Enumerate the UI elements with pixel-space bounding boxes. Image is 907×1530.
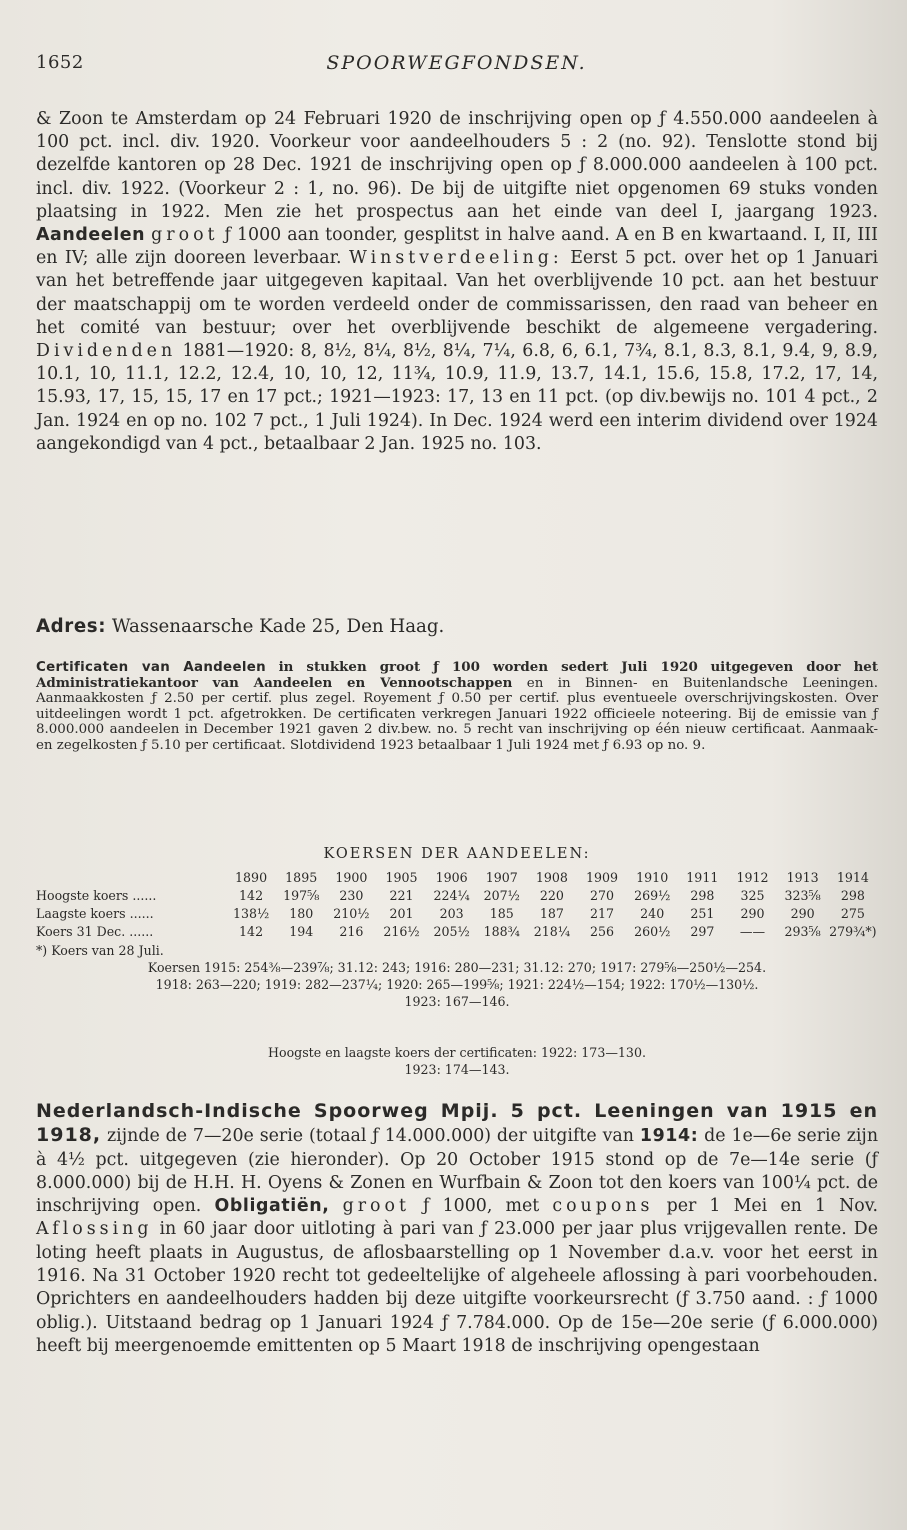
spaced-word-groot: groot [342,1196,410,1217]
paragraph-aandeelen [36,108,878,456]
year-header: 1910 [636,869,669,885]
section-label-obligatien: Obligatiën, [214,1196,330,1217]
table-cell: 323⅝ [784,887,821,903]
certificates-label: Certificaten van Aandeelen [36,660,266,675]
table-cell: 224¼ [433,887,470,903]
spaced-word-aflossing: Aflossing [36,1219,153,1240]
table-cell: 256 [590,923,615,939]
koersen-notes [36,942,878,1010]
text-segment: ƒ 1000 aan toonder, gesplitst in halve aand. A en B en kwartaand. I, II, III en IV; alle zijn dooreen leverbaar. [36,225,878,269]
table-cell: 220 [539,887,564,903]
table-cell: 297 [690,923,715,939]
year-header: 1912 [736,869,769,885]
table-cell: 185 [489,905,514,921]
table-cell: 180 [289,905,314,921]
certificate-prices [36,1044,878,1078]
table-cell: 142 [239,923,264,939]
table-cell: 203 [439,905,464,921]
table-row [36,922,878,940]
table-header-row [36,868,878,886]
table-corner-cell [36,868,226,886]
table-cell: 325 [740,887,765,903]
text-segment: 1881—1920: 8, 8½, 8¼, 8½, 8¼, 7¼, 6.8, 6, 6.1, 7¾, 8.1, 8.3, 8.1, 9.4, 9, 8.9, 10.1, 10, 11.1, 12.2, 12.4, 10, 10, 12, 11¾, 10.9, 11.9, 13.7, 14.1, 15.6, 15.8, 17.2, 17, 14, 15.93, 17, 15, 15, 17 en 17 pct.; 1921—1923: 17, 13 en 11 pct. (op div.bewijs no. 101 4 pct., 2 Jan. 1924 en op no. 102 7 pct., 1 Juli 1924). In Dec. 1924 werd een interim dividend over 1924 aangekondigd van 4 pct., betaalbaar 2 Jan. 1925 no. 103. [36,341,879,454]
spaced-word-coupons: coupons [552,1196,654,1217]
table-cell: 269½ [634,887,671,903]
table-cell: 221 [389,887,414,903]
row-label: Hoogste koers ...... [36,887,157,903]
table-row [36,904,878,922]
table-cell: 217 [590,905,615,921]
year-header: 1895 [285,869,318,885]
later-prices-line: 1918: 263—220; 1919: 282—237¼; 1920: 265—199⅝; 1921: 224½—154; 1922: 170½—130½. [155,977,759,992]
year-header: 1909 [586,869,619,885]
table-cell: 207½ [483,887,520,903]
table-cell: 201 [389,905,414,921]
later-prices-line: Koersen 1915: 254⅜—239⅞; 31.12: 243; 1916: 280—231; 31.12: 270; 1917: 279⅝—250½—254. [147,960,767,975]
table-cell: 270 [590,887,615,903]
section-label-aandeelen: Aandeelen [36,225,146,246]
address-label: Adres: [36,616,107,637]
text-segment: Eerst 5 pct. over het op 1 Januari van het betreffende jaar uitgegeven kapitaal. Van het overblijvende 10 pct. aan het bestuur der maatschappij om te worden verdeeld onder de commissarissen, den raad van beheer en het comité van bestuur; over het overblijvende beschikt de algemeene vergadering. [36,248,879,338]
table-cell: 290 [790,905,815,921]
certificates-paragraph [36,660,878,754]
table-cell: 260½ [634,923,671,939]
table-cell: 275 [840,905,865,921]
table-cell: 298 [840,887,865,903]
table-cell: 298 [690,887,715,903]
table-cell: 251 [690,905,715,921]
spaced-word-dividenden: Dividenden [36,341,177,362]
running-head: SPOORWEGFONDSEN. [326,52,587,74]
text-segment: en in Binnen- en Buitenlandsche Leeningen. Aanmaakkosten ƒ 2.50 per certif. plus zegel. Royement ƒ 0.50 per certif. plus eventueele overschrijvingskosten. Over uitdeelingen wordt 1 pct. afgetrokken. De certificaten verkregen Januari 1922 officieele noteering. Bij de emissie van ƒ 8.000.000 aandeelen in December 1921 gaven 2 div.bew. no. 5 recht van inschrijving op één nieuw certificaat. Aanmaak- en zegelkosten ƒ 5.10 per certificaat. Slotdividend 1923 betaalbaar 1 Juli 1924 met ƒ 6.93 op no. 9. [36,675,878,753]
koersen-table-title: KOERSEN DER AANDEELEN: [323,846,591,862]
table-cell: 205½ [433,923,470,939]
table-cell: 187 [539,905,564,921]
year-header: 1914 [836,869,869,885]
section-title-leeningen: Nederlandsch-Indische Spoorweg Mpij. 5 pct. Leeningen van 1915 en 1918, [36,1100,878,1147]
certificate-prices-line: 1923: 174—143. [404,1062,510,1077]
text-segment: uitgegeven door het Administratiekantoor van Aandeelen en Vennootschappen [36,659,879,691]
table-cell: 216 [339,923,364,939]
text-segment: in 60 jaar door uitloting à pari van ƒ 23.000 per jaar plus vrijgevallen rente. De loting heeft plaats in Augustus, de aflosbaarstelling op 1 November d.a.v. voor het eerst in 1916. Na 31 October 1920 recht tot gedeeltelijke of algeheele aflossing à pari voorbehouden. Oprichters en aandeelhouders hadden bij deze uitgifte voorkeursrecht (ƒ 3.750 aand. : ƒ 1000 oblig.). Uitstaand bedrag op 1 Januari 1924 ƒ 7.784.000. Op de 15e—20e serie (ƒ 6.000.000) heeft bij meergenoemde emittenten op 5 Maart 1918 de inschrijving opengestaan [36,1219,879,1356]
text-segment: per 1 Mei en 1 Nov. [666,1196,879,1217]
text-segment: zijnde de 7—20e serie (totaal ƒ 14.000.000) der uitgifte van [107,1126,634,1147]
year-header: 1906 [435,869,468,885]
koersen-table [36,868,878,940]
table-cell: 138½ [232,905,270,921]
spaced-word-winstverdeeling: Winstverdeeling: [349,248,563,269]
table-footnote: *) Koers van 28 Juli. [36,943,164,958]
address-value: Wassenaarsche Kade 25, Den Haag. [111,616,445,637]
page-header [36,52,877,82]
certificate-prices-line: Hoogste en laagste koers der certificaten: 1922: 173—130. [268,1045,646,1060]
table-cell: 142 [239,887,264,903]
text-segment: ƒ 1000, met [423,1196,540,1217]
later-prices-line: 1923: 167—146. [404,994,510,1009]
table-row [36,886,878,904]
table-cell: 218¼ [533,923,571,939]
year-header: 1890 [235,869,268,885]
text-segment: in stukken groot ƒ 100 worden sedert Juli 1920 [278,659,698,675]
table-cell: 197⅝ [283,887,320,903]
page-number: 1652 [36,52,84,73]
table-cell: 240 [640,905,665,921]
address-line [36,616,444,637]
table-cell: 230 [339,887,364,903]
table-cell: —— [739,923,766,939]
text-segment: & Zoon te Amsterdam op 24 Februari 1920 de inschrijving open op ƒ 4.550.000 aandeelen à 100 pct. incl. div. 1920. Voorkeur voor aandeelhouders 5 : 2 (no. 92). Tenslotte stond bij dezelfde kantoren op 28 Dec. 1921 de inschrijving open op ƒ 8.000.000 aandeelen à 100 pct. incl. div. 1922. (Voorkeur 2 : 1, no. 96). De bij de uitgifte niet opgenomen 69 stuks vonden plaatsing in 1922. Men zie het prospectus aan het einde van deel I, jaargang 1923. [36,109,878,222]
table-cell: 210½ [333,905,370,921]
year-header: 1905 [385,869,418,885]
year-header: 1907 [485,869,518,885]
bold-year-1914: 1914: [639,1126,699,1147]
row-label: Laagste koers ...... [36,905,154,921]
spaced-word-groot: groot [151,225,219,246]
table-cell: 216½ [383,923,420,939]
year-header: 1900 [335,869,368,885]
table-cell: 293⅝ [784,923,821,939]
table-cell: 290 [740,905,765,921]
paragraph-leeningen [36,1100,878,1358]
table-cell: 194 [289,923,314,939]
table-cell: 188¾ [483,923,520,939]
row-label: Koers 31 Dec. ...... [36,923,154,939]
table-cell: 279¾*) [829,923,877,939]
year-header: 1911 [686,869,719,885]
year-header: 1913 [786,869,819,885]
year-header: 1908 [535,869,568,885]
text-segment: de 1e—6e serie zijn à 4½ pct. uitgegeven (zie hieronder). Op 20 October 1915 stond op de 7e—14e serie (ƒ 8.000.000) bij de H.H. H. Oyens & Zonen en Wurfbain & Zoon tot den koers van 100¼ pct. de inschrijving open. [36,1126,879,1217]
